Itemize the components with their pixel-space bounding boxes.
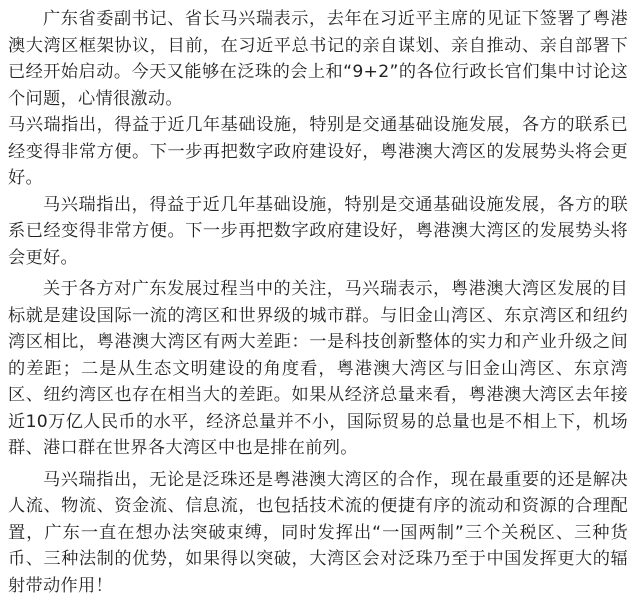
paragraph-cooperation: 马兴瑞指出，无论是泛珠还是粤港澳大湾区的合作，现在最重要的还是解决人流、物流、资金流、信息流，也包括技术流的便捷有序的流动和资源的合理配置，广东一直在想办法突破束缚，同时发挥出“一国两制”三个关税区、三种货币、三种法制的优势，如果得以突破，大湾区会对泛珠乃至于中国发挥更大的辐射带动作用！ (8, 467, 628, 599)
paragraph-infrastructure-repeat: 马兴瑞指出，得益于近几年基础设施，特别是交通基础设施发展，各方的联系已经变得非常方便。下一步再把数字政府建设好，粤港澳大湾区的发展势头将会更好。 (8, 192, 628, 272)
paragraph-intro: 广东省委副书记、省长马兴瑞表示，去年在习近平主席的见证下签署了粤港澳大湾区框架协议，目前，在习近平总书记的亲自谋划、亲自推动、亲自部署下已经开始启动。今天又能够在泛珠的会上和“9+2”的各位行政长官们集中讨论这个问题，心情很激动。 (8, 6, 628, 112)
paragraph-infrastructure: 马兴瑞指出，得益于近几年基础设施，特别是交通基础设施发展，各方的联系已经变得非常方便。下一步再把数字政府建设好，粤港澳大湾区的发展势头将会更好。 (8, 112, 628, 192)
article-body (8, 6, 628, 599)
paragraph-bay-area-goals: 关于各方对广东发展过程当中的关注，马兴瑞表示，粤港澳大湾区发展的目标就是建设国际一流的湾区和世界级的城市群。与旧金山湾区、东京湾区和纽约湾区相比，粤港澳大湾区有两大差距：一是科技创新整体的实力和产业升级之间的差距；二是从生态文明建设的角度看，粤港澳大湾区与旧金山湾区、东京湾区、纽约湾区也存在相当大的差距。如果从经济总量来看，粤港澳大湾区去年接近10万亿人民币的水平，经济总量并不小，国际贸易的总量也是不相上下，机场群、港口群在世界各大湾区中也是排在前列。 (8, 276, 628, 462)
